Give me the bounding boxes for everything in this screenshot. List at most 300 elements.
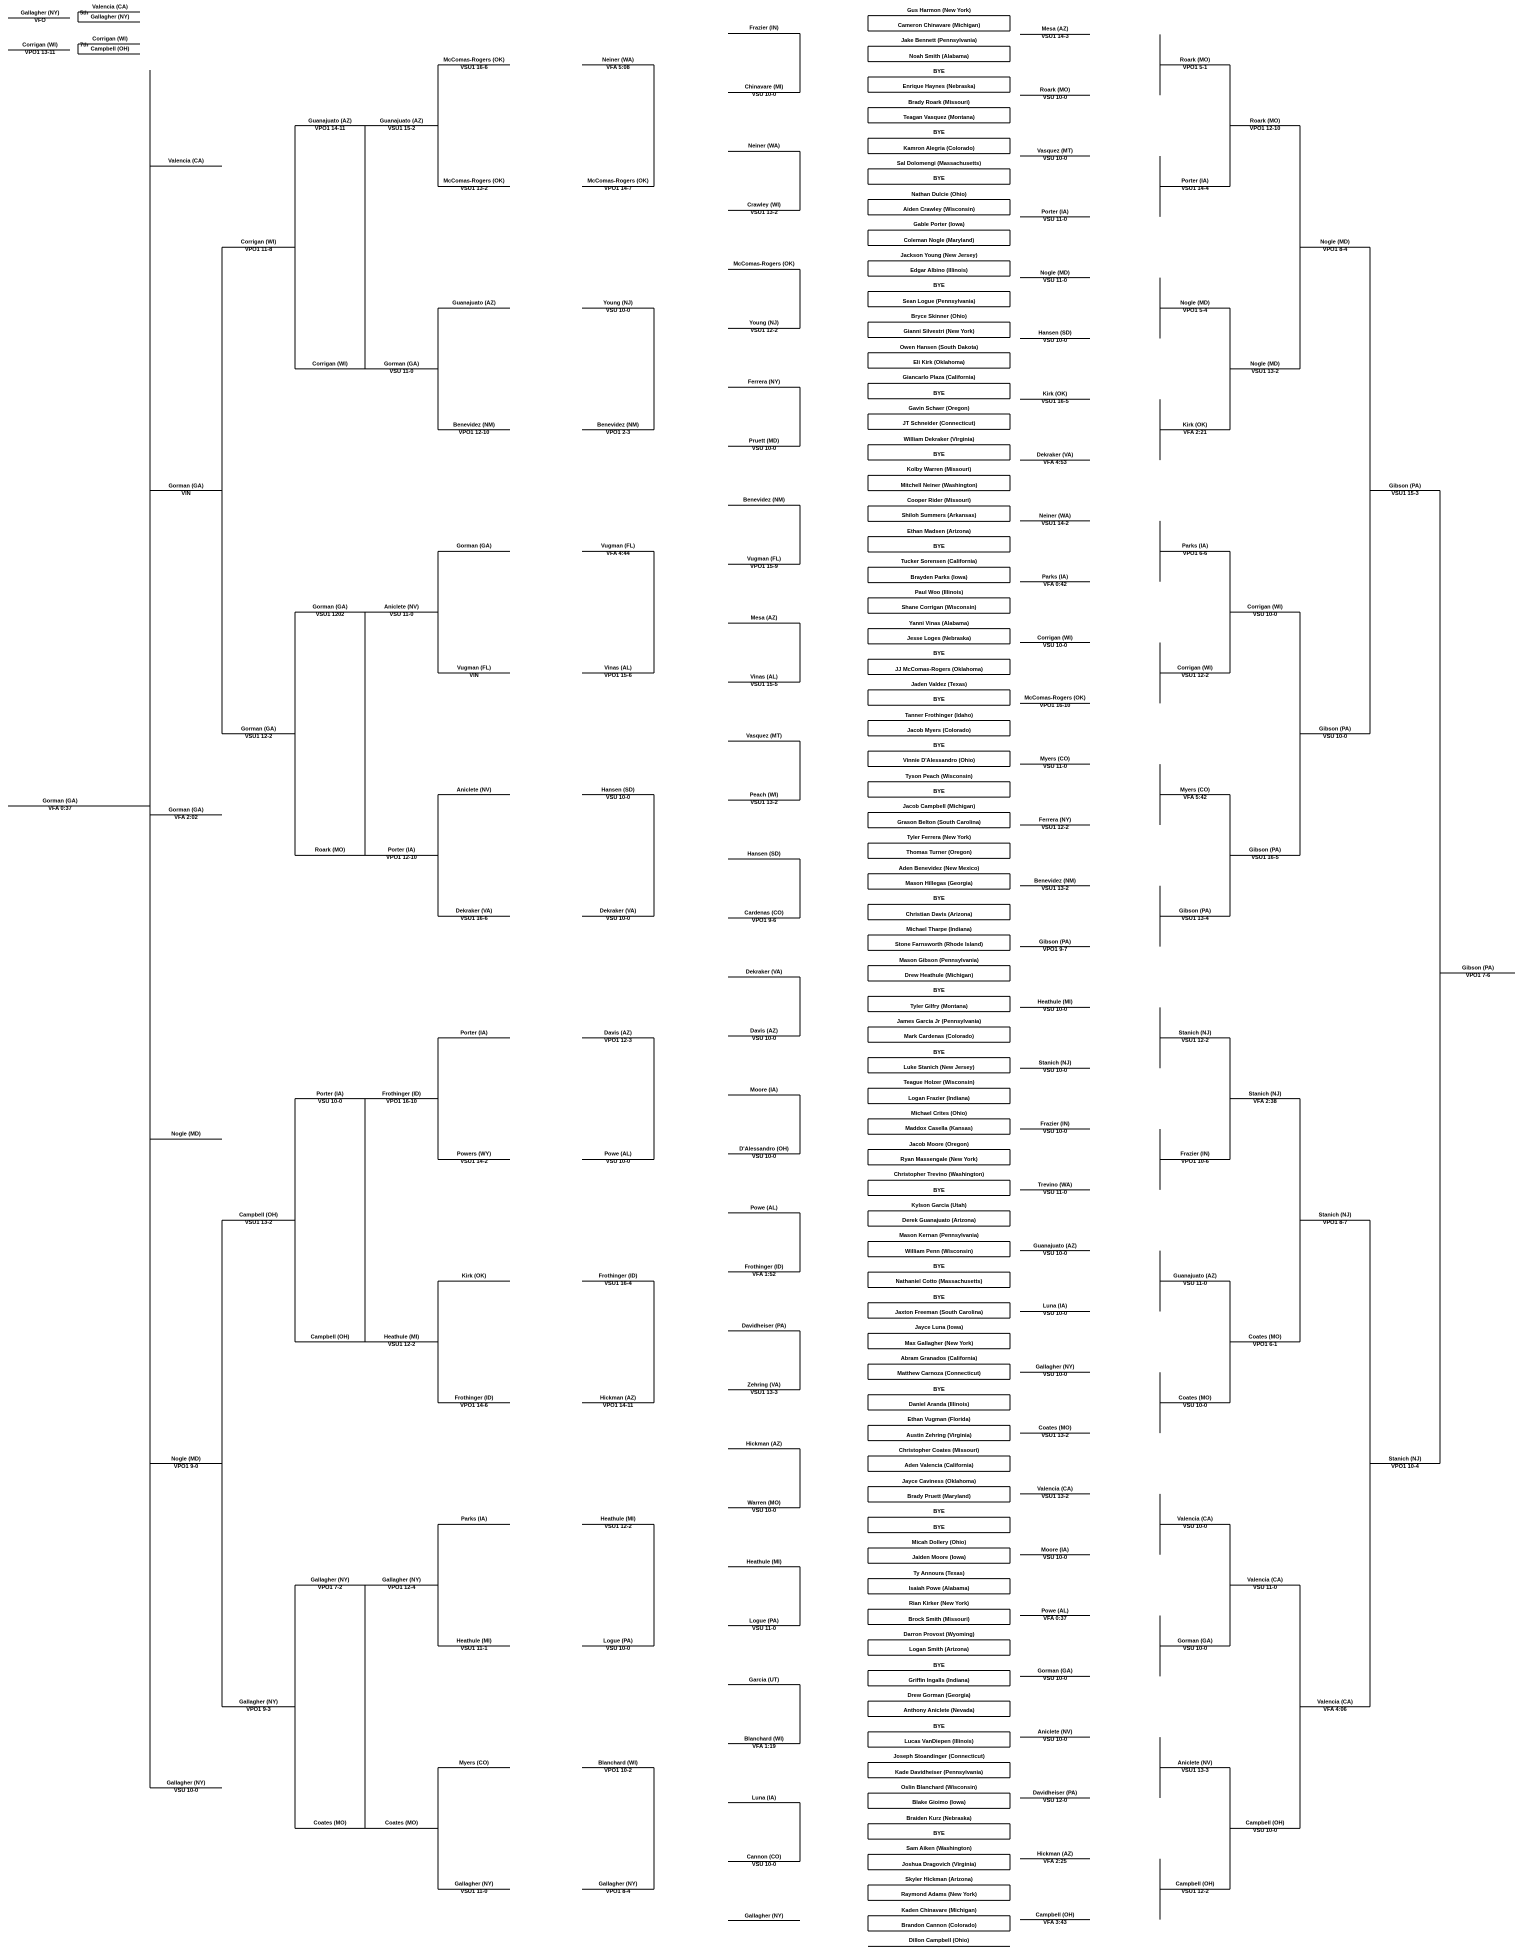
round2-left-winner: Vinas (AL) [750,674,778,681]
round2-left-result: VSU 10-0 [751,1507,777,1514]
round3-right-result: VSU 10-0 [1182,1645,1208,1652]
wrestler-name: Kamron Alegria (Colorado) [903,145,975,152]
round3-left-winner: Frothinger (ID) [598,1273,638,1280]
wrestler-name: Dillon Campbell (Ohio) [908,1938,970,1945]
wrestler-name: Nathaniel Cotto (Massachusetts) [895,1279,983,1286]
round3-left-result: VPO1 10-2 [604,1767,632,1774]
round3-right-result: VSU1 13-4 [1181,916,1209,923]
wrestler-name: Brock Smith (Missouri) [908,1616,970,1623]
wrestler-name: Raymond Adams (New York) [901,1892,977,1899]
wrestler-name: Joseph Stoandinger (Connecticut) [893,1754,985,1761]
round2-right-result: VSU1 12-2 [1041,824,1069,831]
round2-right-result: VSU 10-0 [1042,1007,1068,1014]
round7-left-winner: Campbell (OH) [239,1212,278,1219]
round2-right-result: VSU 10-0 [1042,1676,1068,1683]
round4-left-winner: Powers (WY) [456,1151,492,1158]
round5-left-winner: Coates (MO) [385,1820,418,1827]
round5-right-winner: Gibson (PA) [1319,726,1351,733]
wrestler-name: Michael Crites (Ohio) [911,1111,967,1118]
wrestler-name: Mark Cardenas (Colorado) [904,1034,974,1041]
round3-left-winner: Hickman (AZ) [599,1395,637,1402]
round5-right-result: VSU 10-0 [1322,733,1348,740]
wrestler-name: Aden Valencia (California) [904,1463,974,1470]
round2-left-winner: Neiner (WA) [748,143,780,150]
round4-right-winner: Campbell (OH) [1245,1820,1285,1827]
round3-left-result: VPO1 14-11 [602,1402,634,1409]
round3-right-winner: Frazier (IN) [1180,1151,1210,1158]
wrestler-name: BYE [933,130,945,137]
round6-left-result: VPO1 7-2 [317,1585,343,1592]
round2-left-winner: Frothinger (ID) [744,1264,784,1271]
round3-left-winner: Powe (AL) [604,1151,632,1158]
wrestler-name: Eli Kirk (Oklahoma) [913,360,965,367]
wrestler-name: Kade Davidheiser (Pennsylvania) [895,1769,983,1776]
round4-left-winner: Myers (CO) [459,1759,489,1766]
wrestler-name: Thomas Turner (Oregon) [906,850,972,857]
round2-right-result: VSU 10-0 [1042,1129,1068,1136]
consolation-name: Corrigan (WI) [22,42,58,49]
wrestler-name: Yanni Vinas (Alabama) [909,620,969,627]
wrestler-name: Christopher Trevino (Washington) [893,1172,985,1179]
wrestler-name: BYE [933,1049,945,1056]
round3-left-result: VPO1 2-3 [605,429,631,436]
wrestler-name: BYE [933,988,945,995]
round3-right-result: VSU1 12-2 [1181,672,1209,679]
round2-right-winner: Luna (IA) [1042,1303,1068,1310]
placement-top-name: Corrigan (WI) [92,36,128,43]
round2-left-winner: Powe (AL) [750,1205,778,1212]
round2-right-result: VSU 11-0 [1043,1189,1067,1196]
round2-right-winner: Frazier (IN) [1040,1121,1070,1128]
round4-right-result: VSU 10-0 [1252,1828,1278,1835]
wrestler-name: BYE [933,789,945,796]
round4-right-result: VSU1 16-5 [1251,855,1279,862]
round2-right-result: VSU 10-0 [1042,156,1068,163]
round8-left-winner: Gorman (GA) [168,807,204,814]
round4-left-winner: Benevidez (NM) [453,422,495,429]
round3-right-winner: Gorman (GA) [1177,1638,1213,1645]
round5-left-result: VPO1 12-10 [386,855,417,862]
round2-left-winner: Heathule (MI) [746,1559,782,1566]
wrestler-name: William Penn (Wisconsin) [905,1249,973,1255]
round2-left-winner: Zehring (VA) [747,1382,781,1389]
round2-right-result: VFA 3:43 [1043,1919,1067,1926]
round6-left-winner: Porter (IA) [316,1091,344,1098]
round2-left-result: VFA 1:19 [752,1743,776,1750]
wrestler-name: Vinnie D'Alessandro (Ohio) [902,758,976,765]
round3-left-result: VSU 10-0 [605,308,631,315]
round3-left-winner: Young (NJ) [603,300,633,307]
wrestler-name: BYE [933,283,945,290]
wrestler-name: BYE [933,1524,945,1531]
round3-right-result: VSU 11-0 [1183,1281,1207,1288]
round3-right-winner: Aniclete (NV) [1177,1759,1213,1766]
round2-left-result: VFA 1:52 [752,1271,776,1278]
wrestler-name: Nathan Dulcie (Ohio) [911,191,967,198]
wrestler-name: BYE [933,697,945,704]
round4-left-winner: McComas-Rogers (OK) [443,57,505,64]
wrestler-name: Joshua Dragovich (Virginia) [901,1861,977,1868]
wrestler-name: Jaiden Moore (Iowa) [912,1555,966,1562]
wrestler-name: Oslin Blanchard (Wisconsin) [900,1785,978,1792]
round2-right-winner: Gibson (PA) [1039,939,1071,945]
round2-right-result: VSU 10-0 [1042,1311,1068,1318]
wrestler-name: Grason Belton (South Carolina) [897,819,981,826]
round2-right-winner: Nogle (MD) [1040,270,1070,277]
round2-left-result: VSU 11-0 [752,1625,776,1632]
round4-right-result: VPO1 6-1 [1252,1341,1278,1348]
round5-right-winner: Nogle (MD) [1320,239,1350,246]
round2-right-result: VSU 12-0 [1042,1797,1068,1804]
round4-right-winner: Roark (MO) [1249,118,1281,125]
wrestler-name: Blake Gioimo (Iowa) [912,1800,966,1807]
round4-right-winner: Gibson (PA) [1249,847,1281,854]
wrestler-name: BYE [933,1509,945,1516]
wrestler-name: Enrique Haynes (Nebraska) [902,84,976,91]
wrestler-name: Cameron Chinavare (Michigan) [897,23,981,30]
wrestler-name: Ryan Massengale (New York) [900,1157,978,1164]
round6-left-winner: Gallagher (NY) [310,1577,350,1584]
round2-left-winner: Chinavare (MI) [744,84,784,91]
round2-right-winner: Corrigan (WI) [1037,634,1073,641]
round2-left-result: VSU1 13-3 [750,1389,778,1396]
wrestler-name: Luke Stanich (New Jersey) [903,1065,975,1072]
wrestler-name: Daniel Aranda (Illinois) [908,1402,970,1409]
round4-left-winner: Parks (IA) [460,1516,488,1523]
wrestler-name: Kaden Chinavare (Michigan) [901,1907,977,1914]
round4-left-result: VSU1 11-1 [460,1645,488,1652]
round2-left-result: VSU1 13-2 [750,800,778,807]
round8-left-winner: Nogle (MD) [171,1131,201,1138]
round4-left-result: VSU1 13-2 [460,186,488,193]
round2-left-winner: Cannon (CO) [746,1853,782,1860]
wrestler-name: Matthew Carnoza (Connecticut) [897,1371,981,1378]
wrestler-name: Tanner Frothinger (Idaho) [905,712,973,719]
round2-right-winner: Mesa (AZ) [1041,26,1069,33]
round2-left-result: VSU 10-0 [751,1035,777,1042]
consolation-result: VFO [34,18,46,24]
round3-right-winner: Gibson (PA) [1179,908,1211,915]
wrestler-name: BYE [933,1294,945,1301]
wrestler-name: Giancarlo Plaza (California) [902,375,976,382]
round7-left-winner: Gallagher (NY) [239,1699,278,1706]
round4-left-winner: Porter (IA) [460,1030,488,1037]
wrestler-name: BYE [933,896,945,903]
round2-left-winner: Gallagher (NY) [744,1912,784,1919]
round2-left-winner: Frazier (IN) [749,25,779,32]
round8-left-winner: Valencia (CA) [168,158,204,165]
round2-right-result: VSU 10-0 [1042,338,1068,345]
placement-bottom-name: Campbell (OH) [90,46,130,53]
round3-left-winner: Hansen (SD) [601,786,635,793]
round5-left-result: VPO1 16-10 [386,1098,417,1105]
round2-left-winner: Dekraker (VA) [745,969,783,976]
round2-left-winner: Ferrera (NY) [747,379,781,386]
round2-left-winner: McComas-Rogers (OK) [733,261,795,268]
round2-left-winner: Benevidez (NM) [743,497,785,504]
round2-right-winner: Parks (IA) [1041,574,1069,581]
round3-right-result: VSU 10-0 [1182,1524,1208,1531]
placement-bottom-name: Gallagher (NY) [90,14,130,21]
round2-right-winner: Moore (IA) [1041,1547,1069,1554]
round2-right-winner: Hickman (AZ) [1036,1851,1074,1858]
wrestler-name: Skyler Hickman (Arizona) [905,1877,973,1884]
round4-left-result: VSU1 16-6 [460,64,488,71]
wrestler-name: Kylson Garcia (Utah) [911,1203,967,1210]
round6-left-winner: Corrigan (WI) [312,361,348,368]
wrestler-name: Michael Tharpe (Indiana) [906,927,972,934]
round2-right-winner: McComas-Rogers (OK) [1024,695,1086,702]
round3-left-winner: Davis (AZ) [604,1030,632,1037]
wrestler-name: Aden Benevidez (New Mexico) [898,865,980,872]
round3-left-winner: Neiner (WA) [602,57,634,64]
round8-left-result: VFA 2:02 [174,814,198,821]
round2-right-winner: Aniclete (NV) [1037,1729,1073,1736]
wrestler-name: Christian Davis (Arizona) [905,911,973,918]
wrestler-name: Jacob Campbell (Michigan) [902,804,976,811]
wrestler-name: Drew Gorman (Georgia) [907,1693,971,1700]
round2-left-result: VSU 10-0 [751,1153,777,1160]
round2-right-result: VSU1 13-2 [1041,1493,1069,1500]
wrestler-name: Braiden Kurz (Nebraska) [906,1815,972,1822]
round4-left-result: VPO1 12-10 [458,429,490,436]
round5-left-winner: Porter (IA) [387,847,416,854]
round2-right-result: VSU1 14-2 [1041,520,1069,527]
wrestler-name: Shane Corrigan (Wisconsin) [901,605,977,612]
round5-left-result: VPO1 12-4 [387,1585,416,1592]
round2-right-result: VSU1 13-2 [1041,885,1069,892]
round6-left-winner: Coates (MO) [313,1820,347,1827]
placement-label: 5th [80,10,89,17]
wrestler-name: Paul Woo (Illinois) [914,590,964,597]
round2-right-result: VSU 10-0 [1042,1068,1068,1075]
round3-left-winner: Blanchard (WI) [598,1759,638,1766]
round2-right-result: VFA 0:42 [1043,581,1067,588]
round5-right-result: VPO1 8-7 [1322,1220,1348,1227]
round6-right-result: VPO1 10-4 [1391,1463,1419,1470]
round3-right-result: VSU1 12-2 [1181,1037,1209,1044]
final-left-result: VFA 0:37 [48,806,72,812]
round4-left-winner: Kirk (OK) [461,1273,487,1280]
round3-left-result: VFA 5:08 [606,64,630,71]
round4-right-winner: Nogle (MD) [1250,361,1280,368]
round2-left-winner: Hickman (AZ) [745,1441,783,1448]
wrestler-name: Tyson Peach (Wisconsin) [905,774,973,780]
round2-right-result: VSU1 13-2 [1041,1433,1069,1440]
round2-left-winner: Davis (AZ) [750,1028,778,1035]
round8-left-result: VPO1 9-0 [173,1463,199,1470]
placement-top-name: Valencia (CA) [92,4,128,11]
round2-left-winner: Hansen (SD) [747,851,781,858]
wrestler-name: Logan Smith (Arizona) [909,1647,969,1654]
round3-right-winner: Kirk (OK) [1182,422,1208,429]
wrestler-name: JJ McComas-Rogers (Oklahoma) [895,666,983,673]
round3-right-winner: Corrigan (WI) [1177,665,1213,672]
round2-left-winner: Pruett (MD) [748,438,780,445]
round3-right-result: VPO1 5-1 [1182,64,1208,71]
round4-right-result: VSU 11-0 [1253,1585,1277,1592]
round2-right-winner: Benevidez (NM) [1034,878,1076,885]
wrestler-name: Derek Guanajuato (Arizona) [902,1218,976,1225]
round4-left-winner: Gallagher (NY) [454,1881,494,1888]
round5-left-result: VSU1 15-2 [387,125,416,132]
wrestler-name: Sean Logue (Pennsylvania) [902,298,976,305]
round3-left-winner: Benevidez (NM) [597,422,639,429]
round2-left-result: VPO1 9-6 [751,918,777,925]
round2-right-winner: Davidheiser (PA) [1032,1790,1078,1797]
final-right-result: VPO1 7-6 [1465,973,1491,979]
round2-right-result: VSU 10-0 [1042,1250,1068,1257]
round3-right-result: VFA 2:21 [1183,429,1207,436]
round5-right-winner: Valencia (CA) [1317,1699,1353,1706]
round3-right-winner: Valencia (CA) [1177,1516,1213,1523]
round3-left-result: VPO1 8-4 [605,1889,631,1896]
round2-left-result: VSU 10-0 [751,92,777,99]
round5-left-winner: Heathule (MI) [383,1334,420,1341]
wrestler-name: Lucas VanDiepen (Illinois) [904,1739,974,1746]
round3-right-winner: Parks (IA) [1181,543,1209,550]
round2-left-winner: Davidheiser (PA) [741,1323,787,1330]
round2-left-result: VPO1 15-9 [750,564,778,571]
round3-left-result: VSU 10-0 [605,1645,631,1652]
round3-left-result: VPO1 12-3 [604,1037,632,1044]
round4-right-result: VPO1 12-10 [1249,125,1281,132]
round7-left-winner: Gorman (GA) [240,726,277,733]
round3-left-winner: Vugman (FL) [601,543,635,550]
round4-left-result: VSU1 14-2 [460,1159,488,1166]
round7-left-result: VSU1 13-2 [244,1220,273,1227]
round2-right-winner: Valencia (CA) [1037,1486,1073,1493]
wrestler-name: Ethan Vugman (Florida) [907,1417,971,1424]
wrestler-name: Abram Granados (California) [900,1356,978,1363]
wrestler-name: Maddox Casella (Kansas) [905,1126,973,1133]
round2-left-winner: D'Alessandro (OH) [739,1146,789,1153]
wrestler-name: Logan Frazier (Indiana) [908,1095,970,1102]
wrestler-name: Jaden Valdez (Texas) [911,682,967,689]
round2-right-result: VPO1 9-7 [1042,946,1068,953]
round2-right-winner: Hansen (SD) [1038,330,1072,337]
consolation-name: Gallagher (NY) [20,10,60,17]
round5-left-result: VSU 11-0 [389,368,414,375]
round2-right-winner: Gallagher (NY) [1035,1364,1075,1371]
wrestler-name: Gavin Schaer (Oregon) [908,406,970,413]
round5-left-winner: Gallagher (NY) [382,1577,421,1584]
wrestler-name: BYE [933,1264,945,1271]
round3-left-result: VPO1 14-7 [604,186,632,193]
wrestler-name: BYE [933,390,945,397]
round6-left-winner: Campbell (OH) [310,1334,350,1341]
wrestler-name: James Garcia Jr (Pennsylvania) [896,1019,982,1026]
round2-left-result: VSU 10-0 [751,446,777,453]
wrestler-name: Mason Hillegas (Georgia) [905,881,973,888]
wrestler-name: BYE [933,1662,945,1669]
round3-right-result: VSU 10-0 [1182,1402,1208,1409]
round2-right-winner: Powe (AL) [1041,1607,1069,1614]
round6-left-winner: Roark (MO) [314,847,346,854]
round3-left-result: VSU1 16-4 [604,1281,632,1288]
round3-right-result: VSU1 12-2 [1181,1889,1209,1896]
round5-right-result: VPO1 8-4 [1322,247,1348,254]
round3-left-winner: Gallagher (NY) [598,1881,638,1888]
round2-left-winner: Young (NJ) [749,320,779,327]
wrestler-name: Jayce Caviness (Oklahoma) [902,1478,976,1485]
round2-right-result: VSU 11-0 [1043,764,1067,771]
round3-right-winner: Stanich (NJ) [1178,1030,1212,1037]
round3-left-result: VSU 10-0 [605,916,631,923]
round3-right-winner: Coates (MO) [1178,1395,1212,1402]
round3-right-result: VSU1 14-4 [1181,186,1209,193]
wrestler-name: Tyler Ferrera (New York) [906,835,972,842]
round2-left-winner: Vasquez (MT) [746,733,782,740]
wrestler-name: BYE [933,544,945,551]
round3-left-winner: Vinas (AL) [604,665,632,672]
wrestler-name: Gianni Silvestri (New York) [903,329,975,336]
round2-right-winner: Kirk (OK) [1042,391,1068,398]
wrestler-name: Jacob Myers (Colorado) [907,728,971,735]
round3-right-result: VPO1 5-4 [1182,308,1208,315]
round4-left-winner: Frothinger (ID) [454,1395,494,1402]
round2-left-winner: Garcia (UT) [748,1677,780,1684]
round4-left-winner: Guanajuato (AZ) [452,300,496,307]
round5-right-result: VFA 4:06 [1323,1706,1347,1713]
round4-right-winner: Valencia (CA) [1247,1577,1283,1584]
round5-left-result: VSU1 12-2 [387,1341,416,1348]
round2-right-result: VSU 10-0 [1042,1737,1068,1744]
round3-right-winner: Myers (CO) [1180,786,1210,793]
round2-right-winner: Heathule (MI) [1037,999,1073,1006]
wrestler-name: BYE [933,69,945,76]
round4-right-result: VSU 10-0 [1252,612,1278,619]
wrestler-name: Noah Smith (Alabama) [909,53,969,60]
round4-left-winner: Vugman (FL) [457,665,491,672]
round2-right-winner: Vasquez (MT) [1037,148,1073,155]
round2-right-result: VSU1 14-3 [1041,34,1069,41]
wrestler-name: Brayden Parks (Iowa) [910,574,968,581]
round3-left-result: VSU1 12-2 [604,1524,632,1531]
wrestler-name: Brady Roark (Missouri) [908,99,970,106]
round2-right-result: VSU 10-0 [1042,642,1068,649]
round2-left-result: VSU1 12-2 [750,328,778,335]
round2-right-result: VSU 10-0 [1042,1372,1068,1379]
wrestler-name: BYE [933,452,945,459]
wrestler-name: Mason Gibson (Pennsylvania) [899,957,979,964]
round2-right-result: VFA 4:53 [1043,460,1067,467]
wrestler-name: Ty Annoura (Texas) [913,1570,965,1577]
round4-left-winner: McComas-Rogers (OK) [443,178,505,185]
wrestler-name: Micah Dollery (Ohio) [911,1540,967,1547]
round4-right-result: VSU1 13-2 [1251,368,1279,375]
round6-right-result: VSU1 15-3 [1391,490,1419,497]
round2-right-result: VPO1 16-10 [1039,703,1071,710]
round5-left-winner: Frothinger (ID) [382,1091,421,1098]
round4-right-winner: Corrigan (WI) [1247,604,1283,611]
round8-left-result: VSU 10-0 [173,1787,199,1794]
wrestler-name: Bryce Skinner (Ohio) [911,314,967,321]
round5-right-winner: Stanich (NJ) [1318,1212,1352,1219]
round5-left-winner: Guanajuato (AZ) [379,118,424,125]
wrestler-name: Jaxton Freeman (South Carolina) [895,1310,983,1317]
round4-left-winner: Dekraker (VA) [455,908,493,915]
final-right-winner: Gibson (PA) [1462,965,1494,972]
wrestler-name: Darron Provost (Wyoming) [903,1632,975,1639]
round2-right-winner: Stanich (NJ) [1038,1060,1072,1067]
wrestler-name: Tyler Gilfry (Montana) [910,1003,968,1010]
round3-right-result: VSU1 13-3 [1181,1767,1209,1774]
round2-left-result: VSU1 15-5 [750,682,778,689]
round4-left-result: VPO1 14-6 [460,1402,488,1409]
placement-label: 7th [80,42,89,49]
wrestler-name: BYE [933,1724,945,1731]
